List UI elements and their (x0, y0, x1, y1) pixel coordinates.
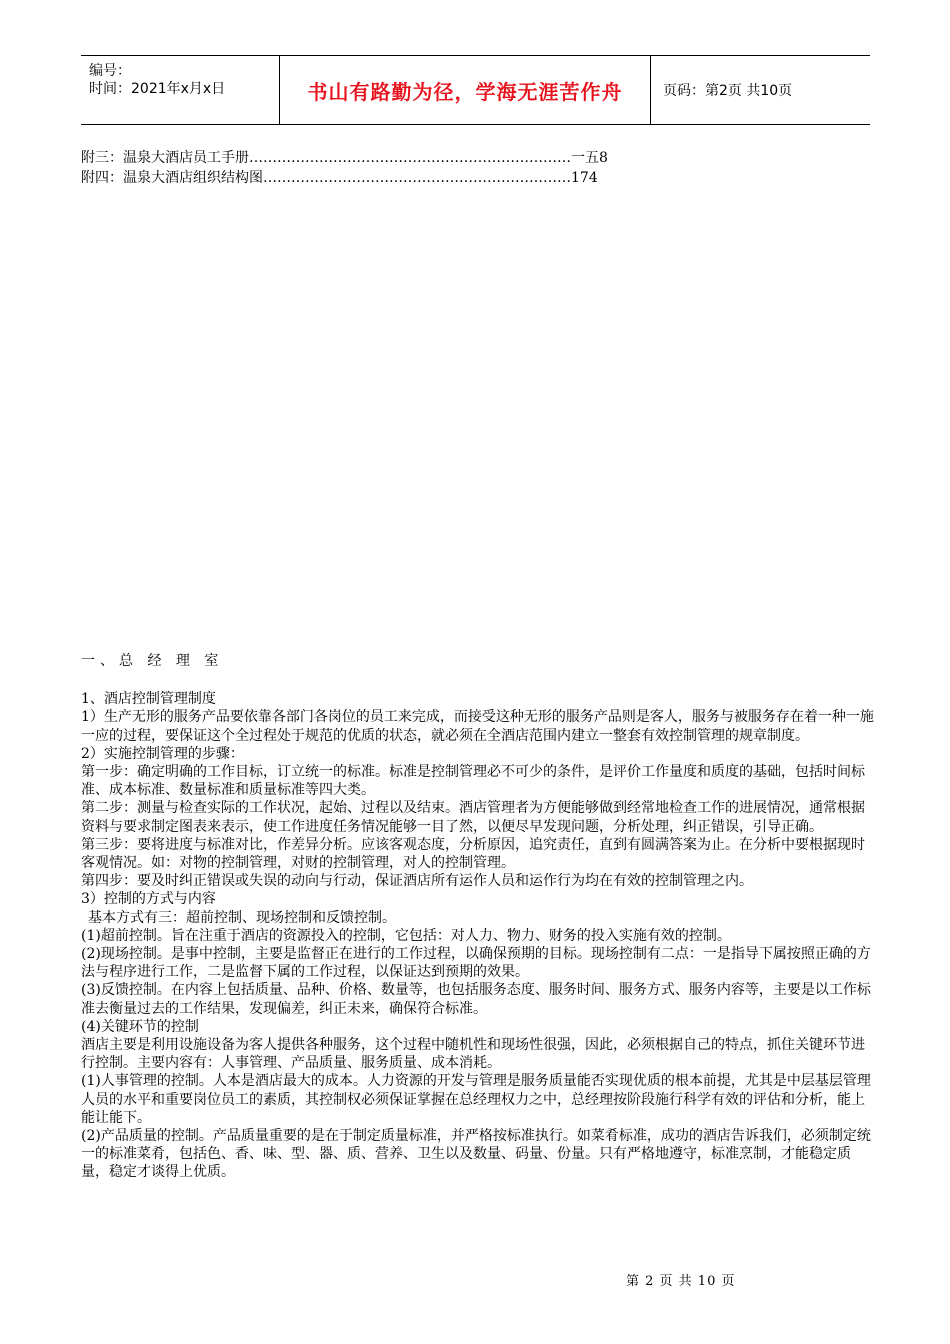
toc-entry: 附四：温泉大酒店组织结构图…………………………………………………………174 (81, 170, 598, 186)
paragraph: 酒店主要是利用设施设备为客人提供各种服务，这个过程中随机性和现场性很强，因此，必须根据自己的特点，抓住关键环节进行控制。主要内容有：人事管理、产品质量、服务质量、成本消耗。 (81, 1037, 865, 1072)
header-meta-cell (81, 56, 280, 124)
paragraph: 2）实施控制管理的步骤： (81, 745, 244, 762)
paragraph: 3）控制的方式与内容 (81, 891, 216, 908)
paragraph: (2)产品质量的控制。产品质量重要的是在于制定质量标准，并严格按标准执行。如菜肴标准，成功的酒店告诉我们，必须制定统一的标准菜肴，包括色、香、味、型、器、质、营养、卫生以及数量、码量、份量。只有严格地遵守，标准烹制，才能稳定质量，稳定才谈得上优质。 (81, 1128, 871, 1181)
paragraph: (4)关键环节的控制 (81, 1018, 199, 1035)
paragraph: (3)反馈控制。在内容上包括质量、品种、价格、数量等，也包括服务态度、服务时间、服务方式、服务内容等，主要是以工作标准去衡量过去的工作结果，发现偏差，纠正未来，确保符合标准。 (81, 982, 871, 1017)
heading: 1、酒店控制管理制度 (81, 691, 216, 708)
header-page-code: 页码：第2页 共10页 (663, 83, 793, 99)
document-number-label: 编号： (89, 63, 131, 79)
section-title: 一、总 经 理 室 (81, 653, 224, 669)
paragraph: 第四步：要及时纠正错误或失误的动向与行动，保证酒店所有运作人员和运作行为均在有效的控制管理之内。 (81, 873, 753, 890)
page-footer: 第 2 页 共 10 页 (626, 1274, 736, 1289)
paragraph: 1）生产无形的服务产品要依靠各部门各岗位的员工来完成，而接受这种无形的服务产品则是客人，服务与被服务存在着一种一施一应的过程，要保证这个全过程处于规范的优质的状态，就必须在全酒店范围内建立一整套有效控制管理的规章制度。 (81, 709, 874, 744)
paragraph: 第二步：测量与检查实际的工作状况，起始、过程以及结束。酒店管理者为方便能够做到经常地检查工作的进展情况，通常根据资料与要求制定图表来表示，使工作进度任务情况能够一目了然，以便尽早发现问题，分析处理，纠正错误，引导正确。 (81, 800, 865, 835)
paragraph: (2)现场控制。是事中控制，主要是监督正在进行的工作过程，以确保预期的目标。现场控制有二点：一是指导下属按照正确的方法与程序进行工作，二是监督下属的工作过程，以保证达到预期的效果。 (81, 946, 871, 981)
table-of-contents (81, 148, 870, 188)
paragraph: (1)人事管理的控制。人本是酒店最大的成本。人力资源的开发与管理是服务质量能否实现优质的根本前提，尤其是中层基层管理人员的水平和重要岗位员工的素质，其控制权必须保证掌握在总经理权力之中，总经理按阶段施行科学有效的评估和分析，能上能让能下。 (81, 1073, 871, 1126)
paragraph: 第一步：确定明确的工作目标，订立统一的标准。标准是控制管理必不可少的条件，是评价工作量度和质度的基础，包括时间标准、成本标准、数量标准和质量标准等四大类。 (81, 764, 865, 799)
document-body (81, 652, 876, 1182)
paragraph: 第三步：要将进度与标准对比，作差异分析。应该客观态度，分析原因，追究责任，直到有圆满答案为止。在分析中要根据现时客观情况。如：对物的控制管理，对财的控制管理，对人的控制管理。 (81, 836, 865, 872)
paragraph: (1)超前控制。旨在注重于酒店的资源投入的控制，它包括：对人力、物力、财务的投入实施有效的控制。 (81, 927, 731, 944)
header-motto: 书山有路勤为径，学海无涯苦作舟 (280, 56, 651, 124)
paragraph: 基本方式有三：超前控制、现场控制和反馈控制。 (88, 909, 396, 926)
toc-entry: 附三：温泉大酒店员工手册……………………………………………………………一五8 (81, 150, 608, 166)
document-time-label: 时间：2021年x月x日 (89, 81, 226, 97)
page-header (81, 55, 870, 125)
